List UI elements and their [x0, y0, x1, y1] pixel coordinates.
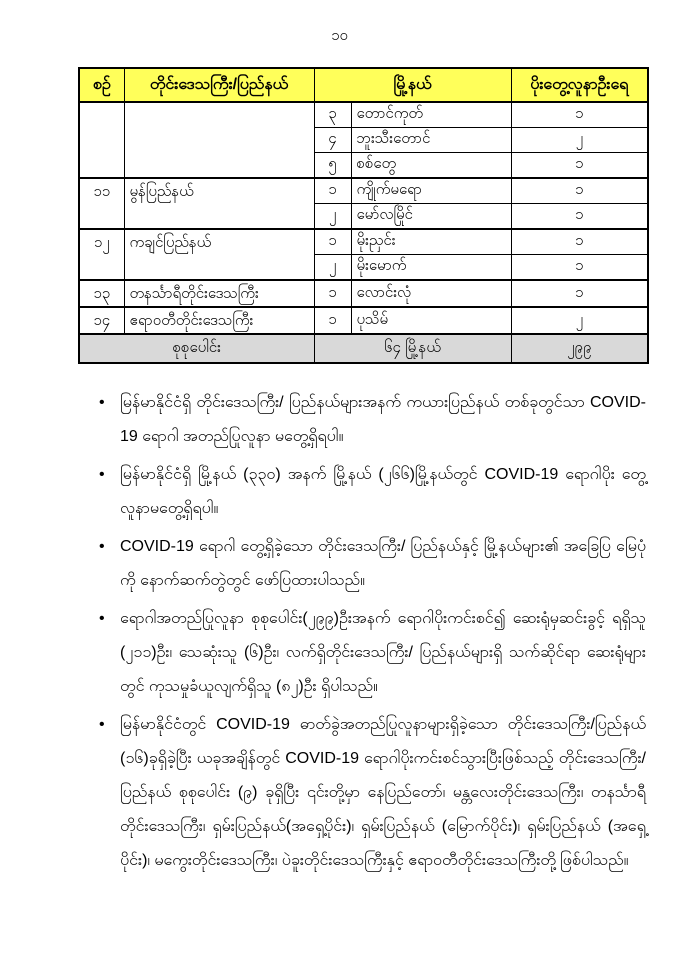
cases-count-cell: ၁ — [511, 204, 648, 230]
cases-count-cell: ၁ — [511, 280, 648, 307]
bullet-item — [99, 386, 646, 454]
covid-region-township-table — [78, 67, 649, 364]
cases-count-cell: ၂ — [511, 307, 648, 334]
region-name-cell: တနင်္သာရီတိုင်းဒေသကြီး — [124, 280, 314, 307]
township-serial-cell: ၂ — [314, 255, 351, 281]
cases-count-cell: ၁ — [511, 153, 648, 179]
cases-count-cell: ၁ — [511, 178, 648, 204]
region-serial-cell: ၁၂ — [79, 229, 124, 280]
township-name-cell: ဘူးသီးတောင် — [351, 128, 511, 153]
township-name-cell: မိုးညှင်း — [351, 229, 511, 255]
region-serial-cell: ၁၄ — [79, 307, 124, 334]
table-footer — [79, 334, 648, 363]
total-label: စုစုပေါင်း — [79, 334, 314, 363]
cases-count-cell: ၁ — [511, 255, 648, 281]
bullet-item — [99, 530, 646, 598]
region-name-cell: ဧရာဝတီတိုင်းဒေသကြီး — [124, 307, 314, 334]
region-serial-cell — [79, 102, 124, 178]
township-serial-cell: ၄ — [314, 128, 351, 153]
township-name-cell: မိုးမောက် — [351, 255, 511, 281]
township-name-cell: ပုသိမ် — [351, 307, 511, 334]
bullet-item — [99, 602, 646, 704]
table-row — [79, 102, 648, 128]
township-serial-cell: ၁ — [314, 229, 351, 255]
township-serial-cell: ၁ — [314, 178, 351, 204]
bullet-text: မြန်မာနိုင်ငံရှိ တိုင်းဒေသကြီး/ ပြည်နယ်များအနက် ကယားပြည်နယ် တစ်ခုတွင်သာ COVID-19 ရောဂါ အတည်ပြုလူနာ မတွေ့ရှိရပါ။ — [120, 394, 646, 445]
table-row — [79, 280, 648, 307]
township-serial-cell: ၅ — [314, 153, 351, 179]
bullet-text: COVID-19 ရောဂါ တွေ့ရှိခဲ့သော တိုင်းဒေသကြီး/ ပြည်နယ်နှင့် မြို့နယ်များ၏ အခြေပြ မြေပုံကို နောက်ဆက်တွဲတွင် ဖော်ပြထားပါသည်။ — [120, 538, 646, 589]
page-number: ၁၀ — [331, 27, 348, 44]
table-header — [79, 68, 648, 102]
region-serial-cell: ၁၁ — [79, 178, 124, 229]
total-cases: ၂၉၉ — [511, 334, 648, 363]
township-serial-cell: ၂ — [314, 204, 351, 230]
table-body — [79, 102, 648, 334]
bullet-item — [99, 708, 646, 878]
bullet-text: မြန်မာနိုင်ငံရှိ မြို့နယ် (၃၃၀) အနက် မြို့နယ် (၂၆၆)မြို့နယ်တွင် COVID-19 ရောဂါပိုး တွေ့လူနာမတွေ့ရှိရပါ။ — [120, 466, 646, 517]
township-serial-cell: ၁ — [314, 307, 351, 334]
bullet-text: ရောဂါအတည်ပြုလူနာ စုစုပေါင်း(၂၉၉)ဦးအနက် ရောဂါပိုးကင်းစင်၍ ဆေးရုံမှဆင်းခွင့် ရရှိသူ (၂၁၁)ဦး၊ သေဆုံးသူ (၆)ဦး၊ လက်ရှိတိုင်းဒေသကြီး/ ပြည်နယ်များရှိ သက်ဆိုင်ရာ ဆေးရုံများ တွင် ကုသမှုခံယူလျက်ရှိသူ (၈၂)ဦး ရှိပါသည်။ — [120, 610, 646, 695]
bullet-text: မြန်မာနိုင်ငံတွင် COVID-19 ဓာတ်ခွဲအတည်ပြုလူနာများရှိခဲ့သော တိုင်းဒေသကြီး/ပြည်နယ် (၁၆)ခုရှိခဲ့ပြီး ယခုအချိန်တွင် COVID-19 ရောဂါပိုးကင်းစင်သွားပြီးဖြစ်သည့် တိုင်းဒေသကြီး/ ပြည်နယ် စုစုပေါင်း (၉) ခုရှိပြီး ၎င်းတို့မှာ နေပြည်တော်၊ မန္တလေးတိုင်းဒေသကြီး၊ တနင်္သာရီ တိုင်းဒေသကြီး၊ ရှမ်းပြည်နယ်(အရှေ့ပိုင်း)၊ ရှမ်းပြည်နယ် (မြောက်ပိုင်း)၊ ရှမ်းပြည်နယ် (အရှေ့ ပိုင်း)၊ မကွေးတိုင်းဒေသကြီး၊ ပဲခူးတိုင်းဒေသကြီးနှင့် ဧရာဝတီတိုင်းဒေသကြီးတို့ဖြစ်ပါသည်။ — [120, 716, 646, 869]
township-serial-cell: ၃ — [314, 102, 351, 128]
township-serial-cell: ၁ — [314, 280, 351, 307]
township-name-cell: စစ်တွေ — [351, 153, 511, 179]
table-header-row — [79, 68, 648, 102]
col-header-cases: ပိုးတွေ့လူနာဦးရေ — [511, 68, 648, 102]
col-header-region: တိုင်းဒေသကြီး/ပြည်နယ် — [124, 68, 314, 102]
region-name-cell: မွန်ပြည်နယ် — [124, 178, 314, 229]
region-serial-cell: ၁၃ — [79, 280, 124, 307]
township-name-cell: မော်လမြိုင် — [351, 204, 511, 230]
region-name-cell — [124, 102, 314, 178]
total-townships: ၆၄ မြို့နယ် — [314, 334, 511, 363]
cases-count-cell: ၁ — [511, 102, 648, 128]
bullet-marker-icon: • — [99, 394, 105, 411]
cases-count-cell: ၁ — [511, 229, 648, 255]
bullet-marker-icon: • — [99, 716, 105, 733]
table-row — [79, 307, 648, 334]
township-name-cell: တောင်ကုတ် — [351, 102, 511, 128]
township-name-cell: ကျိုက်မရော — [351, 178, 511, 204]
cases-count-cell: ၂ — [511, 128, 648, 153]
township-name-cell: လောင်းလုံ — [351, 280, 511, 307]
region-name-cell: ကချင်ပြည်နယ် — [124, 229, 314, 280]
table-row — [79, 178, 648, 204]
bullet-marker-icon: • — [99, 610, 105, 627]
bullet-item — [99, 458, 646, 526]
bullet-marker-icon: • — [99, 466, 105, 483]
col-header-township: မြို့နယ် — [314, 68, 511, 102]
bullet-list — [99, 386, 646, 882]
bullet-marker-icon: • — [99, 538, 105, 555]
table-row — [79, 229, 648, 255]
col-header-serial: စဉ် — [79, 68, 124, 102]
table-footer-row — [79, 334, 648, 363]
